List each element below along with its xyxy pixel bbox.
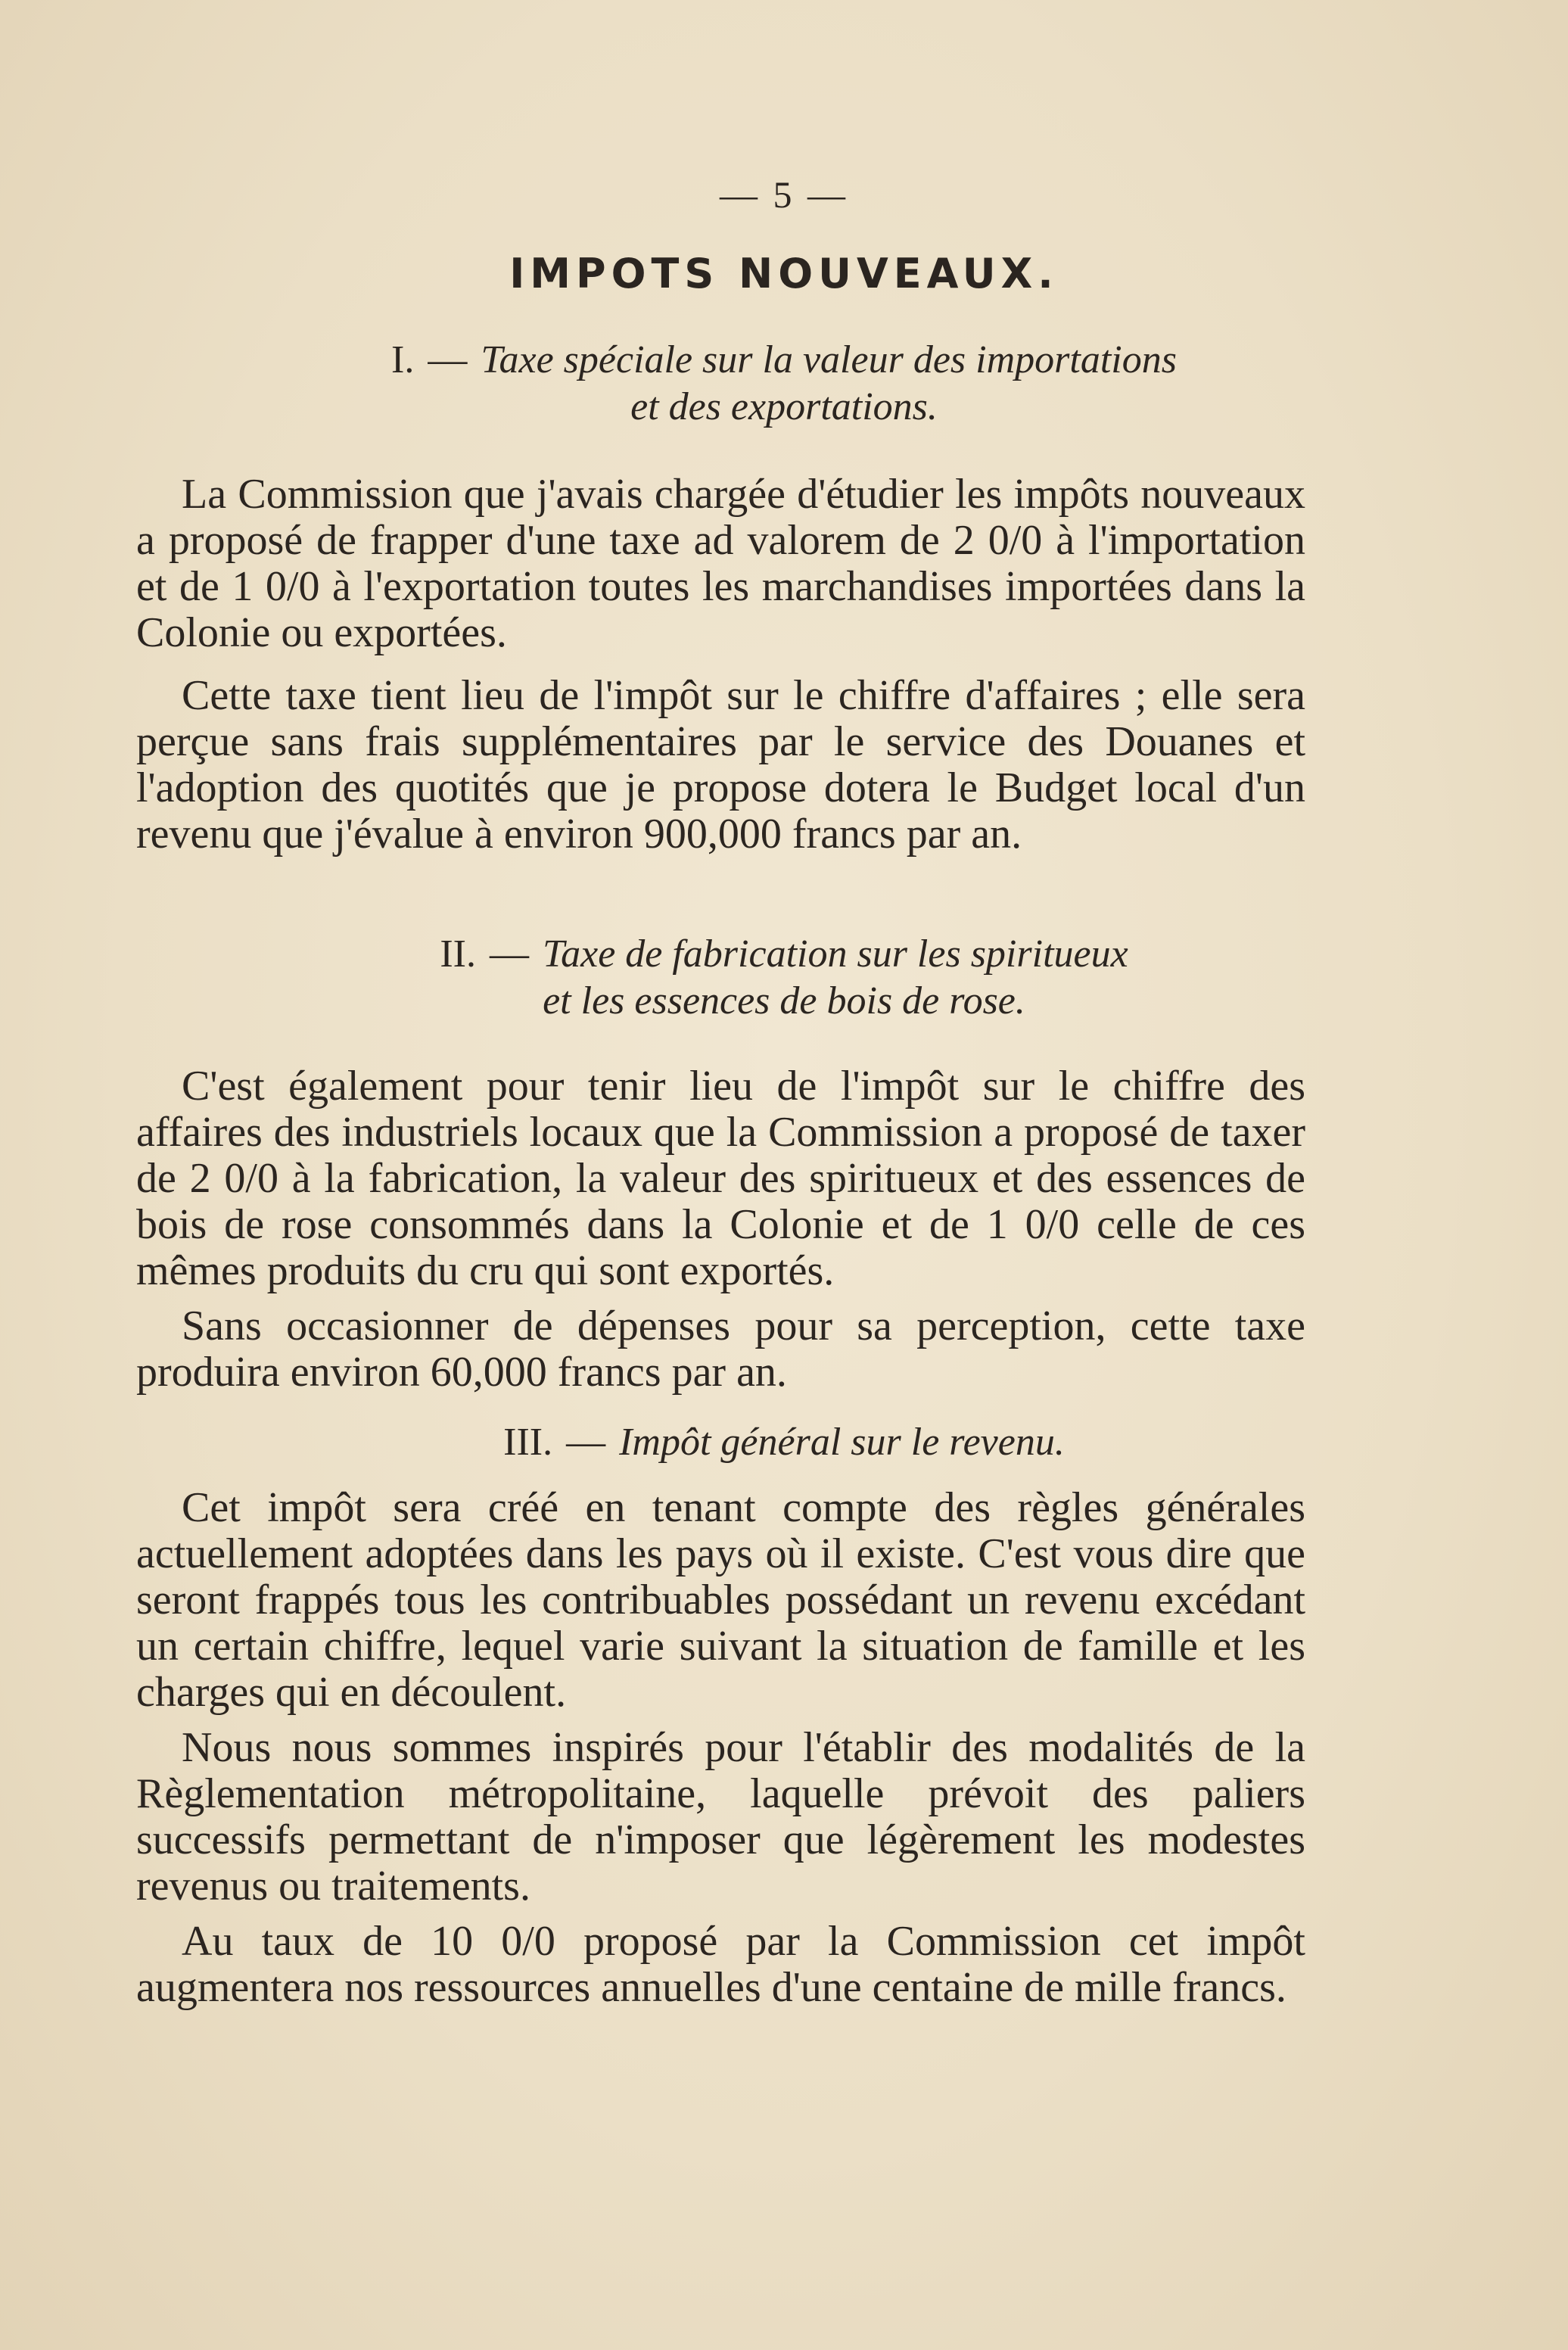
- section-heading-2-line2: et les essences de bois de rose.: [543, 979, 1025, 1022]
- section-number: I.: [391, 338, 415, 381]
- section-heading-1-line1: [0, 337, 1568, 384]
- section-number: II.: [440, 932, 476, 976]
- section-3-body: [136, 1485, 1305, 2011]
- paragraph: Au taux de 10 0/0 proposé par la Commission cet impôt augmentera nos ressources annuelles d'une centaine de mille francs.: [136, 1918, 1305, 2011]
- section-number: III.: [503, 1421, 553, 1464]
- page-title: IMPOTS NOUVEAUX.: [509, 250, 1059, 297]
- section-heading-3-line1: [0, 1419, 1568, 1466]
- section-title: Taxe spéciale sur la valeur des importations: [481, 338, 1177, 381]
- section-title: Taxe de fabrication sur les spiritueux: [542, 932, 1128, 976]
- section-dash: —: [566, 1421, 606, 1464]
- section-heading-1-line2: et des exportations.: [630, 385, 938, 428]
- section-heading-1: [0, 337, 1568, 431]
- paragraph: C'est également pour tenir lieu de l'impôt sur le chiffre des affaires des industriels locaux que la Commission a proposé de taxer de 2 0/0 à la fabrication, la valeur des spiritueux et des essences de bois de rose consommés dans la Colonie et de 1 0/0 celle de ces mêmes produits du cru qui sont exportés.: [136, 1063, 1305, 1294]
- section-2-body: [136, 1063, 1305, 1396]
- paragraph: La Commission que j'avais chargée d'étudier les impôts nouveaux a proposé de frapper d'une taxe ad valorem de 2 0/0 à l'importation et de 1 0/0 à l'exportation toutes les marchandises importées dans la Colonie ou exportées.: [136, 471, 1305, 656]
- section-1-body: [136, 472, 1305, 858]
- paragraph: Cet impôt sera créé en tenant compte des règles générales actuellement adoptées dans les pays où il existe. C'est vous dire que seront frappés tous les contribuables possédant un revenu excédant un certain chiffre, lequel varie suivant la situation de famille et les charges qui en découlent.: [136, 1484, 1305, 1716]
- section-dash: —: [489, 932, 529, 976]
- section-heading-3: [0, 1419, 1568, 1466]
- paragraph: Sans occasionner de dépenses pour sa perception, cette taxe produira environ 60,000 francs par an.: [136, 1303, 1305, 1396]
- paragraph: Nous nous sommes inspirés pour l'établir des modalités de la Règlementation métropolitaine, laquelle prévoit des paliers successifs permettant de n'imposer que légèrement les modestes revenus ou traitements.: [136, 1724, 1305, 1910]
- section-dash: —: [428, 338, 468, 381]
- section-title: Impôt général sur le revenu.: [619, 1421, 1065, 1464]
- paragraph: Cette taxe tient lieu de l'impôt sur le chiffre d'affaires ; elle sera perçue sans frais supplémentaires par le service des Douanes et l'adoption des quotités que je propose dotera le Budget local d'un revenu que j'évalue à environ 900,000 francs par an.: [136, 672, 1305, 858]
- section-heading-2: [0, 931, 1568, 1025]
- page-number: — 5 —: [720, 173, 848, 216]
- section-heading-2-line1: [0, 931, 1568, 978]
